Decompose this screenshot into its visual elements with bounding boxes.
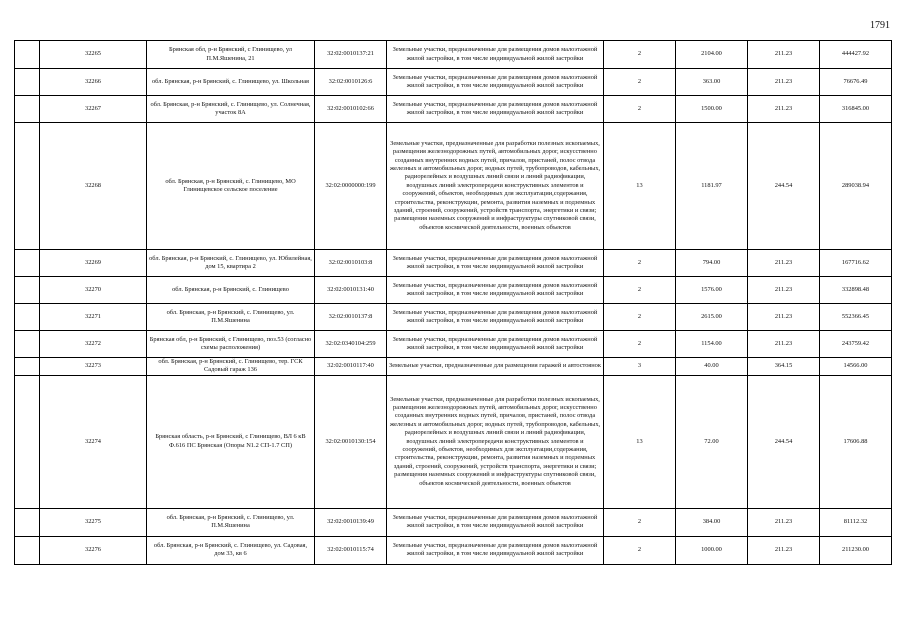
row-number: 32270 (40, 277, 147, 304)
table-row (15, 277, 892, 304)
rate-cell: 211.23 (748, 250, 820, 277)
cadastral-value: 17606.88 (820, 375, 892, 508)
spacer-cell (15, 536, 40, 564)
area-cell: 1576.00 (676, 277, 748, 304)
cadastral-number: 32:02:0010137:21 (315, 41, 387, 69)
area-cell: 363.00 (676, 69, 748, 96)
address-cell: обл. Брянская, р-н Брянский, с. Глинищево, тер. ГСК Садовый гараж 136 (147, 358, 315, 376)
cadastral-number: 32:02:0340104:259 (315, 331, 387, 358)
cadastral-value: 444427.92 (820, 41, 892, 69)
table-row (15, 250, 892, 277)
category-code: 2 (604, 331, 676, 358)
area-cell: 1154.00 (676, 331, 748, 358)
table-row (15, 69, 892, 96)
spacer-cell (15, 41, 40, 69)
spacer-cell (15, 508, 40, 536)
category-code: 2 (604, 250, 676, 277)
cadastral-value: 316845.00 (820, 96, 892, 123)
row-number: 32274 (40, 375, 147, 508)
row-number: 32266 (40, 69, 147, 96)
address-cell: обл. Брянская, р-н Брянский, с. Глинищево (147, 277, 315, 304)
area-cell: 2104.00 (676, 41, 748, 69)
land-use-cell: Земельные участки, предназначенные для размещения домов малоэтажной жилой застройки, в том числе индивидуальной жилой застройки (387, 304, 604, 331)
rate-cell: 211.23 (748, 69, 820, 96)
spacer-cell (15, 96, 40, 123)
cadastral-number: 32:02:0010102:66 (315, 96, 387, 123)
spacer-cell (15, 331, 40, 358)
address-cell: обл. Брянская, р-н Брянский, с. Глинищево, МО Глинищевское сельское поселение (147, 123, 315, 250)
cadastral-number: 32:02:0010103:8 (315, 250, 387, 277)
land-use-cell: Земельные участки, предназначенные для размещения домов малоэтажной жилой застройки, в том числе индивидуальной жилой застройки (387, 69, 604, 96)
table-row (15, 536, 892, 564)
spacer-cell (15, 358, 40, 376)
table-row (15, 41, 892, 69)
land-use-cell: Земельные участки, предназначенные для размещения домов малоэтажной жилой застройки, в том числе индивидуальной жилой застройки (387, 250, 604, 277)
table-row (15, 304, 892, 331)
address-cell: обл. Брянская, р-н Брянский, с. Глинищево, ул. П.М.Яшенина (147, 508, 315, 536)
address-cell: обл. Брянская, р-н Брянский, с. Глинищево, ул. Солнечная, участок 8А (147, 96, 315, 123)
table-row (15, 375, 892, 508)
address-cell: Брянская область, р-н Брянский, с Глинищево, ВЛ 6 кВ Ф.616 ПС Брянская (Опоры N1.2 СП-1.7 СП) (147, 375, 315, 508)
address-cell: Брянская обл, р-н Брянский, с Глинищево, поз.53 (согласно схемы расположения) (147, 331, 315, 358)
rate-cell: 211.23 (748, 96, 820, 123)
cadastral-number: 32:02:0010126:6 (315, 69, 387, 96)
category-code: 2 (604, 536, 676, 564)
spacer-cell (15, 304, 40, 331)
area-cell: 2615.00 (676, 304, 748, 331)
category-code: 2 (604, 69, 676, 96)
rate-cell: 364.15 (748, 358, 820, 376)
land-use-cell: Земельные участки, предназначенные для размещения домов малоэтажной жилой застройки, в том числе индивидуальной жилой застройки (387, 41, 604, 69)
category-code: 13 (604, 375, 676, 508)
rate-cell: 244.54 (748, 375, 820, 508)
address-cell: обл. Брянская, р-н Брянский, с. Глинищево, ул. Садовая, дом 33, кв 6 (147, 536, 315, 564)
rate-cell: 211.23 (748, 536, 820, 564)
address-cell: обл. Брянская, р-н Брянский, с. Глинищево, ул. П.М.Яшенина (147, 304, 315, 331)
rate-cell: 211.23 (748, 304, 820, 331)
row-number: 32276 (40, 536, 147, 564)
rate-cell: 211.23 (748, 508, 820, 536)
address-cell: обл. Брянская, р-н Брянский, с. Глинищево, ул. Школьная (147, 69, 315, 96)
address-cell: Брянская обл, р-н Брянский, с Глинищево, ул П.М.Яшенина, 21 (147, 41, 315, 69)
cadastral-number: 32:02:0010137:8 (315, 304, 387, 331)
row-number: 32267 (40, 96, 147, 123)
land-use-cell: Земельные участки, предназначенные для размещения гаражей и автостоянок (387, 358, 604, 376)
cadastral-number: 32:02:0010117:40 (315, 358, 387, 376)
rate-cell: 244.54 (748, 123, 820, 250)
cadastral-value: 81112.32 (820, 508, 892, 536)
cadastral-value: 14566.00 (820, 358, 892, 376)
category-code: 2 (604, 96, 676, 123)
cadastral-number: 32:02:0010139:49 (315, 508, 387, 536)
table-row (15, 123, 892, 250)
land-use-cell: Земельные участки, предназначенные для размещения домов малоэтажной жилой застройки, в том числе индивидуальной жилой застройки (387, 508, 604, 536)
row-number: 32269 (40, 250, 147, 277)
land-use-cell: Земельные участки, предназначенные для разработки полезных ископаемых, размещения железнодорожных путей, автомобильных дорог, искусственно созданных внутренних водных путей, причалов, пристаней, полос отвода железных и автомобильных дорог, водных путей, трубопроводов, кабельных, радиорелейных и воздушных линий связи и линий радиофикации, воздушных линий электропередачи конструктивных элементов и сооружений, объектов, необходимых для эксплуатации,содержания, строительства, реконструкции, ремонта, развития наземных и подземных зданий, строений, сооружений, устройств транспорта, энергетики и связи; размещения наземных сооружений и инфраструктуры спутниковой связи, объектов космической деятельности, военных объектов (387, 375, 604, 508)
category-code: 2 (604, 277, 676, 304)
area-cell: 72.00 (676, 375, 748, 508)
area-cell: 1000.00 (676, 536, 748, 564)
spacer-cell (15, 250, 40, 277)
cadastral-number: 32:02:0010131:40 (315, 277, 387, 304)
land-use-cell: Земельные участки, предназначенные для размещения домов малоэтажной жилой застройки, в том числе индивидуальной жилой застройки (387, 331, 604, 358)
spacer-cell (15, 277, 40, 304)
area-cell: 40.00 (676, 358, 748, 376)
land-use-cell: Земельные участки, предназначенные для размещения домов малоэтажной жилой застройки, в том числе индивидуальной жилой застройки (387, 96, 604, 123)
row-number: 32272 (40, 331, 147, 358)
rate-cell: 211.23 (748, 41, 820, 69)
category-code: 13 (604, 123, 676, 250)
cadastral-number: 32:02:0010130:154 (315, 375, 387, 508)
cadastral-value: 289038.94 (820, 123, 892, 250)
land-use-cell: Земельные участки, предназначенные для размещения домов малоэтажной жилой застройки, в том числе индивидуальной жилой застройки (387, 536, 604, 564)
area-cell: 384.00 (676, 508, 748, 536)
cadastral-value: 167716.62 (820, 250, 892, 277)
land-use-cell: Земельные участки, предназначенные для размещения домов малоэтажной жилой застройки, в том числе индивидуальной жилой застройки (387, 277, 604, 304)
area-cell: 794.00 (676, 250, 748, 277)
land-use-cell: Земельные участки, предназначенные для разработки полезных ископаемых, размещения железнодорожных путей, автомобильных дорог, искусственно созданных внутренних водных путей, причалов, пристаней, полос отвода железных и автомобильных дорог, водных путей, трубопроводов, кабельных, радиорелейных и воздушных линий связи и линий радиофикации, воздушных линий электропередачи конструктивных элементов и сооружений, объектов, необходимых для эксплуатации,содержания, строительства, реконструкции, ремонта, развития наземных и подземных зданий, строений, сооружений, устройств транспорта, энергетики и связи; размещения наземных сооружений и инфраструктуры спутниковой связи, объектов космической деятельности, военных объектов (387, 123, 604, 250)
land-register-table (14, 40, 892, 565)
category-code: 2 (604, 304, 676, 331)
rate-cell: 211.23 (748, 331, 820, 358)
area-cell: 1181.97 (676, 123, 748, 250)
area-cell: 1500.00 (676, 96, 748, 123)
category-code: 2 (604, 508, 676, 536)
cadastral-value: 76676.49 (820, 69, 892, 96)
spacer-cell (15, 375, 40, 508)
page-number: 1791 (870, 20, 890, 31)
rate-cell: 211.23 (748, 277, 820, 304)
cadastral-number: 32:02:0000000:199 (315, 123, 387, 250)
table-row (15, 331, 892, 358)
category-code: 2 (604, 41, 676, 69)
row-number: 32273 (40, 358, 147, 376)
cadastral-value: 332898.48 (820, 277, 892, 304)
category-code: 3 (604, 358, 676, 376)
address-cell: обл. Брянская, р-н Брянский, с. Глинищево, ул. Юбилейная, дом 15, квартира 2 (147, 250, 315, 277)
spacer-cell (15, 69, 40, 96)
cadastral-value: 243759.42 (820, 331, 892, 358)
cadastral-value: 211230.00 (820, 536, 892, 564)
table-row (15, 508, 892, 536)
table-row (15, 96, 892, 123)
cadastral-number: 32:02:0010115:74 (315, 536, 387, 564)
cadastral-value: 552366.45 (820, 304, 892, 331)
table-row (15, 358, 892, 376)
row-number: 32275 (40, 508, 147, 536)
row-number: 32271 (40, 304, 147, 331)
row-number: 32268 (40, 123, 147, 250)
row-number: 32265 (40, 41, 147, 69)
spacer-cell (15, 123, 40, 250)
